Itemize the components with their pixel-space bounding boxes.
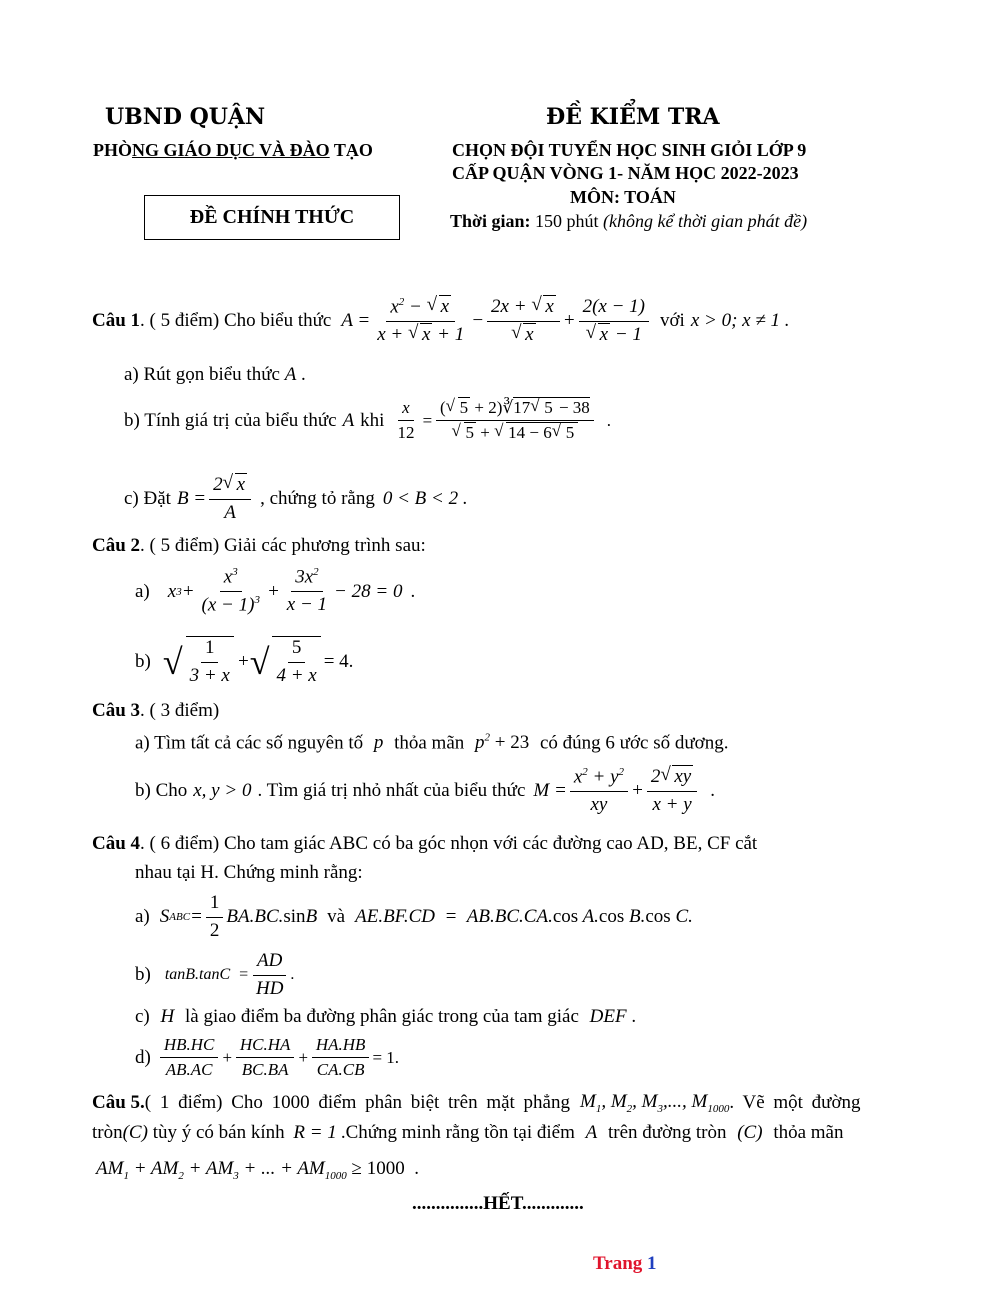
question-4 [92,833,757,855]
question-2 [92,535,426,557]
q4-part-a: a) S ABC = $\frac{1}{2}$ BA.BC. sin B và AE.BF.CD = AB.BC.CA.cos A.cos B.cos C. [135,892,693,941]
question-1-intro: . ( 5 điểm) Cho biểu thức [140,310,332,332]
q3-part-a: a) Tìm tất cả các số nguyên tố p thỏa mãn $p^2 + 23$ có đúng 6 ước số dương. [135,732,729,754]
q4-part-d-label: d) [135,1046,151,1068]
page-label: Trang [593,1253,643,1274]
page-number: 1 [647,1253,657,1274]
q1-part-b: b) Tính giá trị của biểu thức A khi $\frac{x}{12}$ = (√ 5 + 2)∛17√ 5 − 38 √ 5 + √ 14 − 6√ 5 . [124,398,611,444]
q3-part-b-mid: . Tìm giá trị nhỏ nhất của biểu thức [257,780,526,802]
q3-part-b: b) Cho x, y > 0 . Tìm giá trị nhỏ nhất của biểu thức M = $\frac{x^2 + y^2}{xy}$ + $\frac{2√ xy}{x + y}$ . [135,766,715,817]
q3-part-b-pre: b) Cho [135,780,188,802]
question-5-text2d: trên đường tròn [607,1122,727,1143]
q1-part-c-pre: c) Đặt [124,488,171,510]
expression-A: A = $\frac{x^2 - √ x}{x + √ x + 1}$ − 2x + √ x √ x + 2(x − 1) √ x − 1 [341,296,652,347]
department-name-part2: NG GIÁO DỤC VÀ ĐÀO [132,140,330,160]
q4-part-a-label: a) [135,906,150,928]
q1-part-c-post: , chứng tỏ rằng [260,488,375,510]
end-marker: ...............HẾT............. [412,1193,584,1214]
q1-part-b-text: b) Tính giá trị của biểu thức [124,409,337,431]
question-1-label: Câu 1 [92,310,141,332]
condition-word: với [660,310,685,332]
question-5-text2b: tùy ý có bán kính [152,1122,285,1143]
question-4-label: Câu 4 [92,833,141,854]
q2-part-b-label: b) [135,650,151,672]
question-5-text2a: tròn [92,1122,123,1143]
q4-part-d: d) $\frac{HB.HC}{AB.AC}$ + $\frac{HC.HA}{BC.BA}$ + $\frac{HA.HB}{CA.CB}$ = 1. [135,1035,400,1080]
exam-level: CẤP QUẬN VÒNG 1- NĂM HỌC 2022-2023 [452,163,799,183]
official-stamp [144,195,400,240]
q4-part-c-label: c) [135,1006,150,1027]
time-note: (không kể thời gian phát đề) [603,211,808,231]
q2-part-a-label: a) [135,580,150,602]
page-footer [593,1253,657,1275]
question-5-line2: tròn(C) tùy ý có bán kính R = 1 .Chứng minh rằng tồn tại điểm A trên đường tròn (C) thỏa mãn [92,1122,844,1143]
q2-part-b: b) √ $\frac{1}{3 + x}$ + √ $\frac{5}{4 + x}$ = 4. [135,637,354,686]
district-title: UBND QUẬN [105,104,266,130]
question-4-intro: . ( 6 điểm) Cho tam giác ABC có ba góc nhọn với các đường cao AD, BE, CF cắt [140,833,758,854]
q1-part-b-expr: $\frac{x}{12}$ = (√ 5 + 2)∛17√ 5 − 38 √ 5 + √ 14 − 6√ 5 . [390,398,611,444]
condition-expr: x > 0; x ≠ 1 . [690,310,790,332]
q4-part-c-text: là giao điểm ba đường phân giác trong của tam giác [185,1006,579,1027]
question-2-label: Câu 2 [92,535,141,556]
question-5-text2e: thỏa mãn [773,1122,844,1143]
department-name [93,140,373,161]
q2-part-a: a) x 3 + $\frac{x^3}{(x - 1)^3}$ + $\frac{3x^2}{x - 1}$ − 28 = 0 . [135,566,416,616]
question-3-intro: . ( 3 điểm) [140,700,220,721]
question-3 [92,700,219,722]
department-name-part1: PHÒ [93,140,132,160]
q1-part-a: a) Rút gọn biểu thức A . [124,364,306,385]
q1-part-a-text: a) Rút gọn biểu thức [124,364,280,385]
q3-part-a-mid: thỏa mãn [394,732,465,754]
question-5-text2c: .Chứng minh rằng tồn tại điểm [340,1122,575,1143]
question-2-intro: . ( 5 điểm) Giải các phương trình sau: [140,535,426,556]
question-5-label: Câu 5. [92,1091,145,1113]
question-5: Câu 5. ( 1 điểm) Cho 1000 điểm phân biệt trên mặt phẳng $M_1$, $M_2$, $M_3$,..., $M_{1000}$ . Vẽ một đường [92,1091,861,1115]
time-label: Thời gian: [450,211,531,231]
q4-part-b: b) tanB.tanC = $\frac{AD}{HD}$ . [135,950,295,999]
q3-part-a-post: có đúng 6 ước số dương. [540,732,729,754]
q1-part-b-when: khi [360,409,385,431]
question-3-label: Câu 3 [92,700,141,721]
exam-subtitle: CHỌN ĐỘI TUYỂN HỌC SINH GIỎI LỚP 9 [452,140,807,160]
question-5-text1: ( 1 điểm) Cho 1000 điểm phân biệt trên mặt phẳng [144,1091,570,1113]
question-1 [92,296,790,347]
official-stamp-text: ĐỀ CHÍNH THỨC [189,206,355,228]
question-4-line2: nhau tại H. Chứng minh rằng: [135,862,363,883]
question-5-text1b: . Vẽ một đường [729,1091,861,1113]
q3-part-a-pre: a) Tìm tất cả các số nguyên tố [135,732,364,754]
question-5-inequality: $AM_1 + AM_2 + AM_3$ + ... + $AM_{1000} \ge 1000$ . [96,1158,419,1182]
time-value: 150 phút [530,211,604,231]
exam-time [450,211,807,232]
q4-part-b-label: b) [135,964,151,986]
exam-subject: MÔN: TOÁN [570,187,676,207]
q4-part-a-and: và [327,906,346,928]
department-name-part3: TẠO [329,140,373,160]
q1-part-c: c) Đặt B = $\frac{2√ x}{A}$ , chứng tỏ rằng 0 < B < 2 . [124,474,468,525]
exam-title: ĐỀ KIỂM TRA [546,104,720,130]
q4-part-c: c) H là giao điểm ba đường phân giác trong của tam giác DEF . [135,1006,637,1027]
